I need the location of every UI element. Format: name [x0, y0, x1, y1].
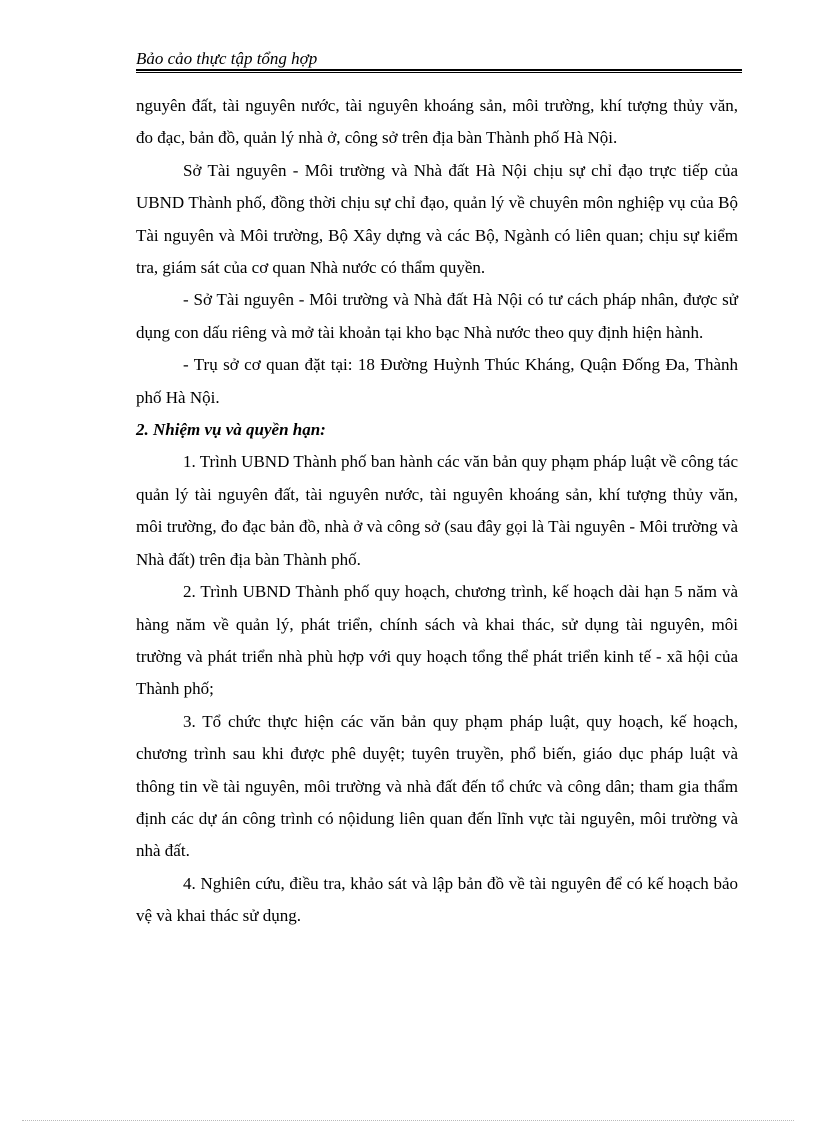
- section-heading: 2. Nhiệm vụ và quyền hạn:: [136, 420, 326, 440]
- paragraph: 1. Trình UBND Thành phố ban hành các văn bản quy phạm pháp luật về công tác quản lý tài nguyên đất, tài nguyên nước, tài nguyên khoáng sản, khí tượng thủy văn, môi trường, đo đạc bản đồ, nhà ở và công sở (sau đây gọi là Tài nguyên - Môi trường và Nhà đất) trên địa bàn Thành phố.: [136, 452, 738, 569]
- page-header: [136, 48, 742, 70]
- footer-rule: [22, 1120, 794, 1121]
- paragraph: 2. Trình UBND Thành phố quy hoạch, chương trình, kế hoạch dài hạn 5 năm và hàng năm về quản lý, phát triển, chính sách và khai thác, sử dụng tài nguyên, môi trường và phát triển nhà phù hợp với quy hoạch tổng thể phát triển kinh tế - xã hội của Thành phố;: [136, 582, 738, 699]
- header-rule-thin: [136, 72, 742, 73]
- document-body: [136, 90, 738, 933]
- header-rule-thick: [136, 69, 742, 71]
- paragraph: - Trụ sở cơ quan đặt tại: 18 Đường Huỳnh Thúc Kháng, Quận Đống Đa, Thành phố Hà Nội.: [136, 355, 738, 407]
- paragraph: nguyên đất, tài nguyên nước, tài nguyên khoáng sản, môi trường, khí tượng thủy văn, đo đạc, bản đồ, quản lý nhà ở, công sở trên địa bàn Thành phố Hà Nội.: [136, 96, 738, 148]
- paragraph: Sở Tài nguyên - Môi trường và Nhà đất Hà Nội chịu sự chỉ đạo trực tiếp của UBND Thành phố, đồng thời chịu sự chỉ đạo, quản lý về chuyên môn nghiệp vụ của Bộ Tài nguyên và Môi trường, Bộ Xây dựng và các Bộ, Ngành có liên quan; chịu sự kiểm tra, giám sát của cơ quan Nhà nước có thẩm quyền.: [136, 160, 738, 278]
- paragraph: 3. Tổ chức thực hiện các văn bản quy phạm pháp luật, quy hoạch, kế hoạch, chương trình sau khi được phê duyệt; tuyên truyền, phổ biến, giáo dục pháp luật và thông tin về tài nguyên, môi trường và nhà đất đến tổ chức và công dân; tham gia thẩm định các dự án công trình có nộidung liên quan đến lĩnh vực tài nguyên, môi trường và nhà đất.: [136, 711, 738, 861]
- paragraph: 4. Nghiên cứu, điều tra, khảo sát và lập bản đồ về tài nguyên để có kế hoạch bảo vệ và khai thác sử dụng.: [136, 873, 738, 926]
- paragraph: - Sở Tài nguyên - Môi trường và Nhà đất Hà Nội có tư cách pháp nhân, được sử dụng con dấu riêng và mở tài khoản tại kho bạc Nhà nước theo quy định hiện hành.: [136, 290, 738, 342]
- header-title: Bảo cảo thực tập tổng hợp: [136, 49, 318, 68]
